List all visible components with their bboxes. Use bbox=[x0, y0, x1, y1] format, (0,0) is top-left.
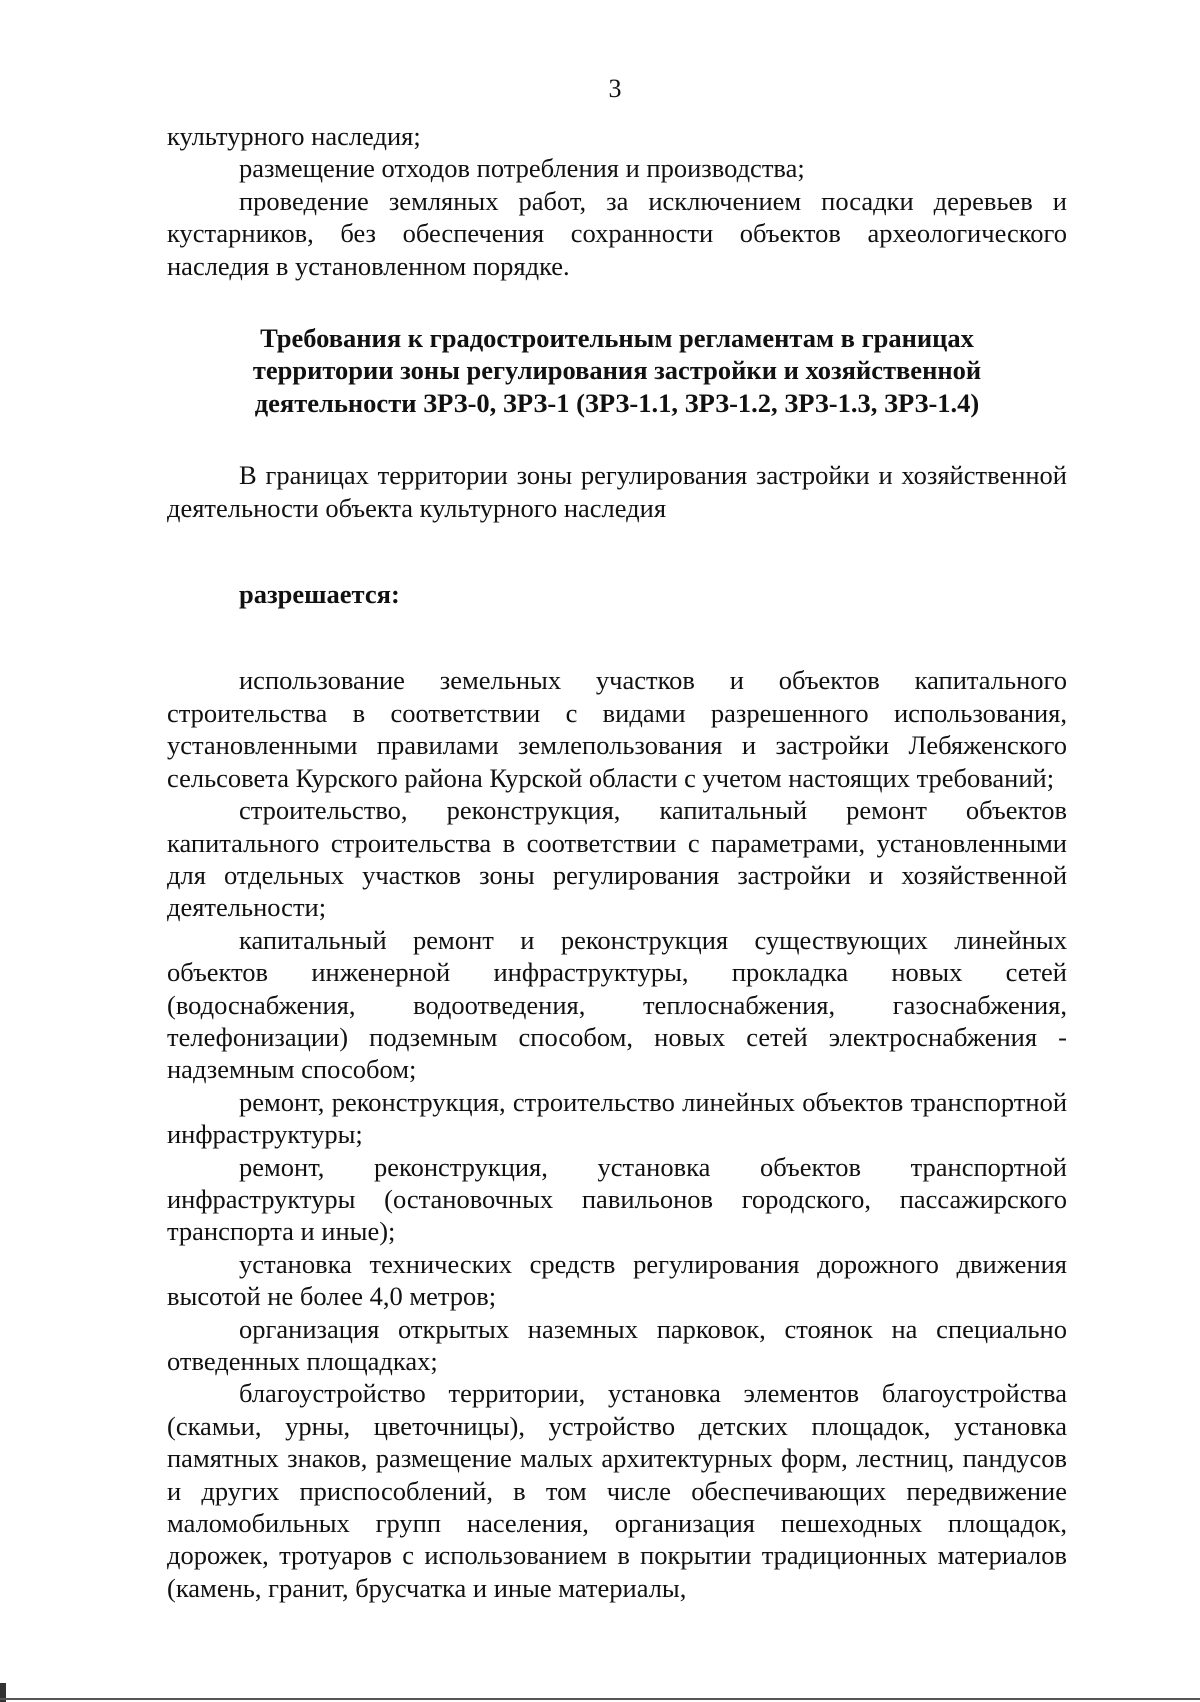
allowed-label: разрешается: bbox=[239, 579, 400, 610]
page-number: 3 bbox=[608, 74, 622, 103]
list-item: организация открытых наземных парковок, стоянок на специально отведенных площадках; bbox=[167, 1313, 1067, 1376]
paragraph: культурного наследия; bbox=[167, 121, 421, 151]
list-item: капитальный ремонт и реконструкция существующих линейных объектов инженерной инфраструктуры, прокладка новых сетей (водоснабжения, водоотведения, теплоснабжения, газоснабжения, телефонизации) подземным способом, новых сетей электроснабжения - надземным способом; bbox=[167, 924, 1067, 1085]
list-item: использование земельных участков и объектов капитального строительства в соответствии с видами разрешенного использования, установленными правилами землепользования и застройки Лебяженского сельсовета Курского района Курской области с учетом настоящих требований; bbox=[167, 665, 1067, 793]
paragraph: проведение земляных работ, за исключением посадки деревьев и кустарников, без обеспечения сохранности объектов археологического наследия в установленном порядке. bbox=[167, 185, 1067, 281]
list-item: строительство, реконструкция, капитальный ремонт объектов капитального строительства в соответствии с параметрами, установленными для отдельных участков зоны регулирования застройки и хозяйственной деятельности; bbox=[167, 795, 1067, 923]
heading-line: деятельности ЗРЗ-0, ЗРЗ-1 (ЗРЗ-1.1, ЗРЗ-1.2, ЗРЗ-1.3, ЗРЗ-1.4) bbox=[254, 387, 980, 418]
paragraph: размещение отходов потребления и производства; bbox=[239, 153, 805, 184]
allowed-list bbox=[167, 664, 1067, 1604]
scan-bottom-edge bbox=[0, 1698, 1200, 1700]
list-item: установка технических средств регулирования дорожного движения высотой не более 4,0 метров; bbox=[167, 1248, 1067, 1312]
heading-line: территории зоны регулирования застройки и хозяйственной bbox=[252, 355, 982, 386]
document-body bbox=[167, 120, 1067, 1604]
list-item: ремонт, реконструкция, строительство линейных объектов транспортной инфраструктуры; bbox=[167, 1086, 1067, 1150]
section-heading bbox=[167, 322, 1067, 419]
heading-line: Требования к градостроительным регламентам в границах bbox=[260, 323, 974, 354]
list-item: ремонт, реконструкция, установка объектов транспортной инфраструктуры (остановочных павильонов городского, пассажирского транспорта и иные); bbox=[167, 1151, 1067, 1247]
intro-paragraph: В границах территории зоны регулирования застройки и хозяйственной деятельности объекта культурного наследия bbox=[167, 460, 1067, 523]
list-item: благоустройство территории, установка элементов благоустройства (скамьи, урны, цветочницы), устройство детских площадок, установка памятных знаков, размещение малых архитектурных форм, лестниц, пандусов и других приспособлений, в том числе обеспечивающих передвижение маломобильных групп населения, организация пешеходных площадок, дорожек, тротуаров с использованием в покрытии традиционных материалов (камень, гранит, брусчатка и иные материалы, bbox=[167, 1378, 1067, 1603]
